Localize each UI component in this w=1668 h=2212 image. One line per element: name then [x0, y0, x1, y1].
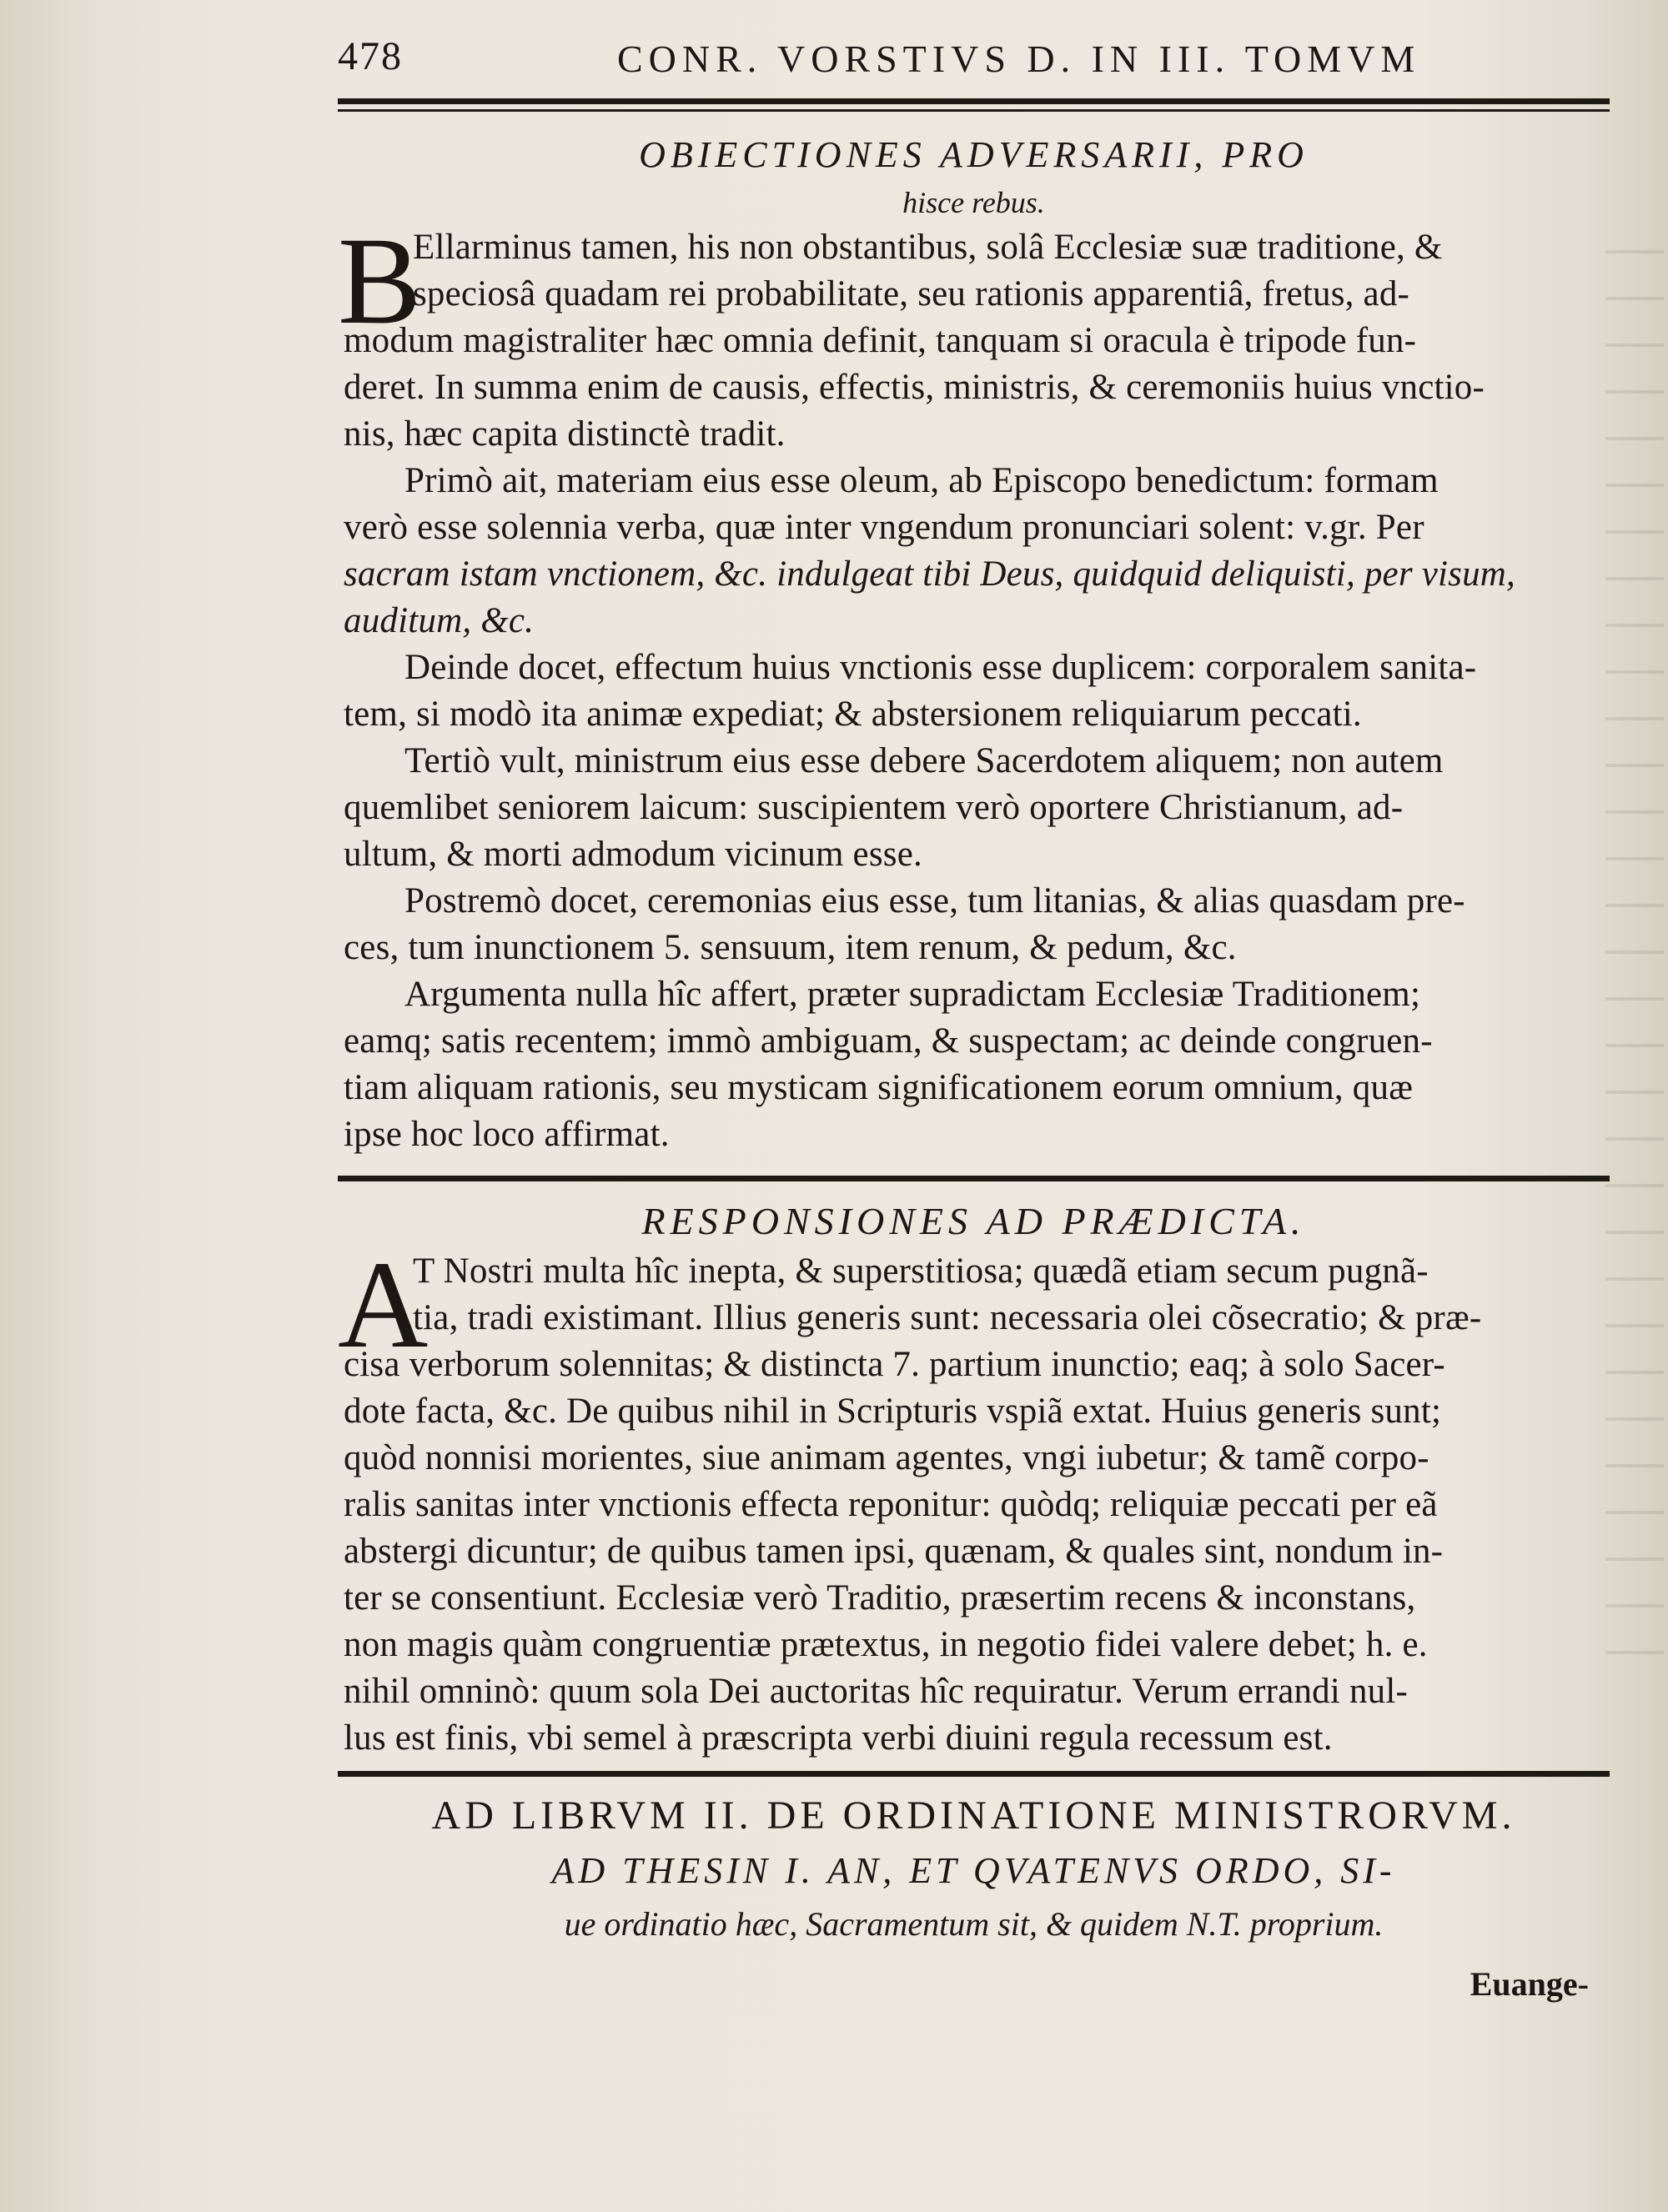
text-line: sacram istam vnctionem, &c. indulgeat tibi Deus, quidquid deliquisti, per visum, — [344, 554, 1515, 594]
text-line: cisa verborum solennitas; & distincta 7. partium inunctio; eaq; à solo Sacer- — [344, 1345, 1445, 1384]
text-line: Ellarminus tamen, his non obstantibus, solâ Ecclesiæ suæ traditione, & — [413, 228, 1443, 267]
paragraph-start: Deinde docet, effectum huius vnctionis esse duplicem: corporalem sanita- — [404, 648, 1477, 687]
thesis-subheading: ue ordinatio hæc, Sacramentum sit, & quidem N.T. proprium. — [564, 1905, 1384, 1943]
page-number: 478 — [338, 34, 403, 78]
text-line: ultum, & morti admodum vicinum esse. — [344, 835, 922, 874]
text-line: ipse hoc loco affirmat. — [344, 1115, 670, 1154]
section-heading: OBIECTIONES ADVERSARII, PRO — [639, 134, 1309, 175]
running-head — [338, 33, 1610, 83]
header-rule-thin — [338, 109, 1610, 112]
section-rule — [338, 1771, 1610, 1777]
text-line: lus est finis, vbi semel à præscripta verbi diuini regula recessum est. — [344, 1718, 1333, 1758]
text-line: speciosâ quadam rei probabilitate, seu rationis apparentiâ, fretus, ad- — [413, 274, 1410, 313]
text-line: ces, tum inunctionem 5. sensuum, item renum, & pedum, &c. — [344, 928, 1237, 967]
running-title: CONR. VORSTIVS D. IN III. TOMVM — [617, 38, 1421, 80]
text-line: eamq; satis recentem; immò ambiguam, & suspectam; ac deinde congruen- — [344, 1021, 1433, 1061]
catchword: Euange- — [1470, 1965, 1589, 2003]
text-line: non magis quàm congruentiæ prætextus, in negotio fidei valere debet; h. e. — [344, 1625, 1428, 1664]
book-heading: AD LIBRVM II. DE ORDINATIONE MINISTRORVM. — [431, 1793, 1516, 1838]
text-line: dote facta, &c. De quibus nihil in Scripturis vspiã extat. Huius generis sunt; — [344, 1392, 1442, 1431]
text-line: modum magistraliter hæc omnia definit, tanquam si oracula è tripode fun- — [344, 321, 1417, 360]
paragraph-start: Argumenta nulla hîc affert, præter supradictam Ecclesiæ Traditionem; — [404, 975, 1421, 1014]
header-rule — [338, 98, 1610, 104]
section-rule — [338, 1176, 1610, 1181]
paragraph-start: Primò ait, materiam eius esse oleum, ab Episcopo benedictum: formam — [404, 461, 1439, 500]
text-line: tia, tradi existimant. Illius generis sunt: necessaria olei cõsecratio; & præ- — [413, 1298, 1482, 1337]
paragraph-start: Tertiò vult, ministrum eius esse debere Sacerdotem aliquem; non autem — [404, 741, 1444, 780]
text-line: tiam aliquam rationis, seu mysticam significationem eorum omnium, quæ — [344, 1068, 1414, 1107]
paragraph-start: Postremò docet, ceremonias eius esse, tum litanias, & alias quasdam pre- — [404, 881, 1465, 920]
thesis-heading: AD THESIN I. AN, ET QVATENVS ORDO, SI- — [551, 1850, 1396, 1891]
drop-capital: B — [338, 212, 422, 350]
text-line: nihil omninò: quum sola Dei auctoritas hîc requiratur. Verum errandi nul- — [344, 1672, 1409, 1711]
text-line: nis, hæc capita distinctè tradit. — [344, 414, 786, 454]
text-line: deret. In summa enim de causis, effectis, ministris, & ceremoniis huius vnctio- — [344, 368, 1485, 407]
section-subheading: hisce rebus. — [902, 186, 1045, 219]
text-line: auditum, &c. — [344, 601, 535, 640]
text-line: abstergi dicuntur; de quibus tamen ipsi, quænam, & quales sint, nondum in- — [344, 1532, 1444, 1571]
text-line: quòd nonnisi morientes, siue animam agentes, vngi iubetur; & tamẽ corpo- — [344, 1438, 1429, 1477]
text-line: tem, si modò ita animæ expediat; & abstersionem reliquiarum peccati. — [344, 695, 1362, 734]
text-line: T Nostri multa hîc inepta, & superstitiosa; quædã etiam secum pugnã- — [413, 1251, 1429, 1291]
section-heading: RESPONSIONES AD PRÆDICTA. — [641, 1200, 1306, 1242]
text-line: quemlibet seniorem laicum: suscipientem verò oportere Christianum, ad- — [344, 788, 1404, 827]
text-line: verò esse solennia verba, quæ inter vngendum pronunciari solent: v.gr. Per — [344, 508, 1424, 547]
text-line: ralis sanitas inter vnctionis effecta reponitur: quòdq; reliquiæ peccati per eã — [344, 1485, 1438, 1524]
text-line: ter se consentiunt. Ecclesiæ verò Traditio, præsertim recens & inconstans, — [344, 1578, 1416, 1618]
bleed-through-texture — [1605, 250, 1664, 1668]
drop-capital: A — [338, 1236, 429, 1374]
